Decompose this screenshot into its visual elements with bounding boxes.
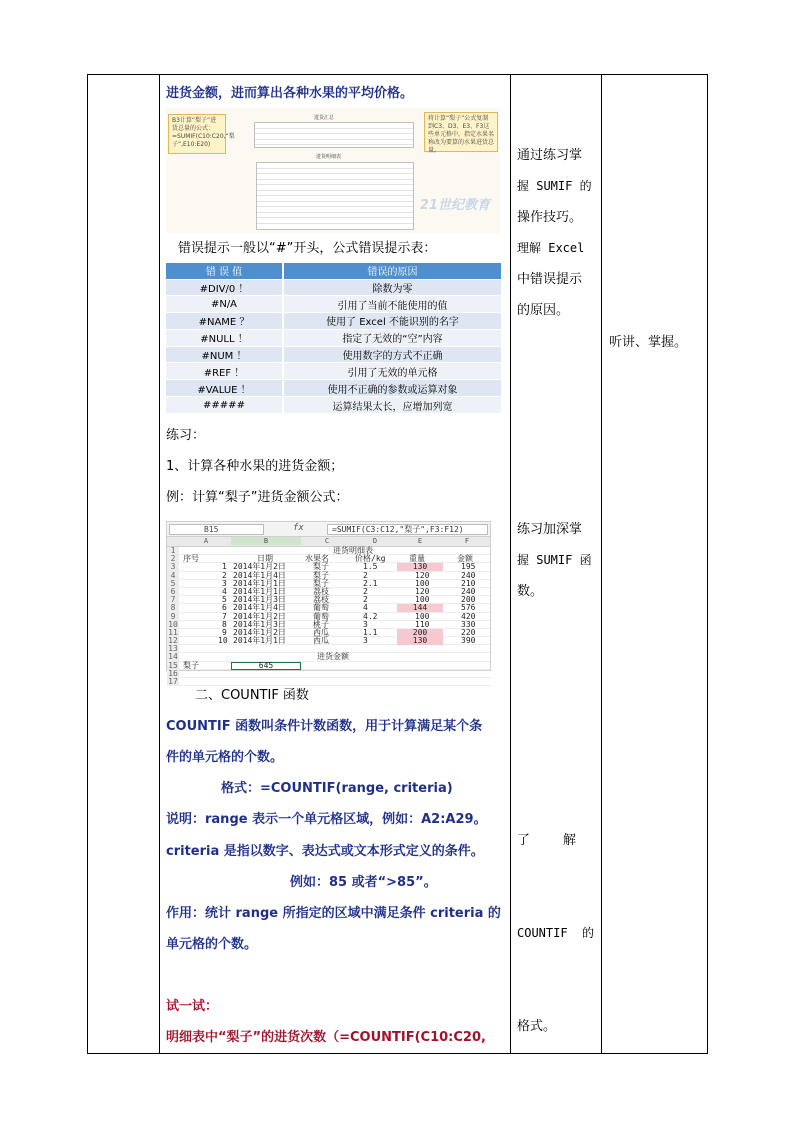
table-row [166,313,501,330]
left-callout: B3计算“梨子”进货总量的公式：=SUMIF(C10:C20,“梨子”,E10:E20) [168,114,226,154]
student-activity: 听讲、掌握。 [609,335,688,350]
cell: 3 [222,578,227,588]
goal-line: 格式。 [517,1019,557,1034]
goal-line: COUNTIF 的 [517,926,595,940]
cell: 2014年1月3日 [233,595,286,605]
format-line: 格式：=COUNTIF(range, criteria) [221,781,453,796]
explanation-line: 说明：range 表示一个单元格区域，例如：A2:A29。 [166,812,487,827]
detail-title: 进货明细表 [316,154,342,160]
name-box: B15 [169,524,264,535]
table-row [166,380,501,397]
error-reason: 引用了无效的单元格 [283,363,501,380]
example-line: 例如：85 或者“>85”。 [290,875,437,890]
cell: 3 [363,619,368,629]
goal-line: 理解 Excel [517,241,585,255]
cell: 210 [461,578,476,588]
column-letter: F [464,537,470,545]
cell: 144 [397,604,443,612]
error-code: #N/A [166,296,283,313]
right-callout: 将计算“梨子”公式复制到C3、D3、E3、F3这些单元格中，指定水果名称改为要算的水果进货总量。 [424,112,498,152]
error-code: #VALUE ！ [166,380,283,397]
table-row: 12 10 2014年1月1日 西瓜 3 130 390 [167,637,490,645]
cell: 200 [397,629,443,637]
goal-line: 握 SUMIF 函 [517,553,592,567]
column-letter: C [324,537,330,545]
column-header: 水果名 [305,554,329,564]
cell: 4.2 [363,611,378,621]
cell: 130 [397,637,443,645]
explanation-line: criteria 是指以数字、表达式或文本形式定义的条件。 [166,844,484,859]
goal-line: 中错误提示 [517,272,583,287]
table-row [166,296,501,313]
column-divider [510,75,511,1053]
watermark-logo: 21世纪教育 [419,198,490,213]
cell: 2014年1月1日 [233,636,286,646]
excel-grid [167,547,490,686]
result-label: 梨子 [183,660,199,670]
cell: 10 [218,636,228,646]
cell: 2014年1月2日 [233,611,286,621]
cell: 390 [461,636,476,646]
error-reason: 引用了当前不能使用的值 [283,296,501,313]
cell: 2.1 [363,578,378,588]
cell: 240 [461,586,476,596]
table-row: 10 8 2014年1月3日 桃子 3 110 330 [167,621,490,629]
cell: 3 [363,636,368,646]
error-table-header: 错误的原因 [283,263,501,279]
practice-label: 练习： [166,428,206,443]
sheet-title: 进货明细表 [333,546,373,555]
cell: 西瓜 [313,627,329,637]
cell: 荔枝 [313,595,329,605]
cell: 1.5 [363,562,378,572]
goal-line: 数。 [517,584,544,599]
column-divider [159,75,160,1053]
table-row [166,346,501,363]
cell: 4 [363,603,368,613]
cell: 100 [415,611,430,621]
cell: 2 [363,586,368,596]
goal-line: 握 SUMIF 的 [517,179,592,193]
cell: 100 [415,595,430,605]
effect-line: 单元格的个数。 [166,937,258,952]
cell: 120 [415,586,430,596]
cell: 330 [461,619,476,629]
error-table-header: 错 误 值 [166,263,283,279]
table-row: 5 3 2014年1月1日 梨子 2.1 100 210 [167,580,490,588]
formula-input: =SUMIF(C3:C12,"梨子",F3:F12) [327,524,488,535]
column-header: 价格/kg [355,554,386,564]
column-letter: E [417,537,423,545]
error-intro: 错误提示一般以“#”开头，公式错误提示表： [178,241,437,256]
cell: 2014年1月2日 [233,627,286,637]
goal-block-1 [517,140,592,326]
table-row: 2 序号 日期 水果名 价格/kg 重量 金额 [167,555,490,563]
cell: 2014年1月2日 [233,562,286,572]
table-row: 14 进货金额 [167,653,490,661]
description-line: COUNTIF 函数叫条件计数函数，用于计算满足某个条 [166,719,483,734]
error-reason: 使用不正确的参数或运算对象 [283,380,501,397]
column-divider [601,75,602,1053]
goal-line: 了 解 [517,833,577,848]
table-row: 8 6 2014年1月4日 葡萄 4 144 576 [167,604,490,612]
summary-title: 进货汇总 [314,115,335,121]
table-row: 9 7 2014年1月2日 葡萄 4.2 100 420 [167,613,490,621]
column-header: 日期 [257,554,273,564]
goal-block-2 [517,514,592,607]
summary-grid [254,122,414,148]
error-code: #NUM ！ [166,346,283,363]
try-line: 明细表中“梨子”的进货次数（=COUNTIF(C10:C20, [166,1030,486,1045]
cell: 桃子 [313,619,329,629]
cell: 420 [461,611,476,621]
goal-line: 练习加深掌 [517,522,583,537]
column-header: 金额 [457,554,473,564]
error-code: #REF ！ [166,363,283,380]
error-reason: 运算结果太长，应增加列宽 [283,397,501,414]
sumif-example-image [166,108,500,233]
table-row: 1 进货明细表 [167,547,490,555]
column-header: 序号 [183,554,199,564]
cell: 梨子 [313,570,329,580]
cell: 1 [222,562,227,572]
column-header: 重量 [409,554,425,564]
error-code: #NULL ！ [166,329,283,346]
cell: 2014年1月1日 [233,586,286,596]
cell: 576 [461,603,476,613]
table-row: 15 梨子 645 [167,662,490,670]
formula-bar [167,522,490,537]
intro-line: 进货金额，进而算出各种水果的平均价格。 [166,86,414,101]
column-letter: A [203,537,209,545]
table-row: 17 [167,678,490,686]
error-code: #DIV/0 ！ [166,279,283,296]
cell: 2014年1月4日 [233,603,286,613]
table-row [166,329,501,346]
cell: 130 [397,563,443,571]
cell: 110 [415,619,430,629]
cell: 7 [222,611,227,621]
cell: 120 [415,570,430,580]
table-row: 7 5 2014年1月3日 荔枝 2 100 200 [167,596,490,604]
goal-line: 的原因。 [517,303,570,318]
practice-example: 例：计算“梨子”进货金额公式： [166,490,349,505]
cell: 100 [415,578,430,588]
cell: 2014年1月4日 [233,570,286,580]
cell: 2014年1月3日 [233,619,286,629]
error-table [166,263,501,413]
error-reason: 指定了无效的“空”内容 [283,329,501,346]
cell: 6 [222,603,227,613]
fx-icon: fx [293,523,304,533]
table-row: 6 4 2014年1月1日 荔枝 2 120 240 [167,588,490,596]
cell: 9 [222,627,227,637]
cell: 2 [363,595,368,605]
column-letter: B [231,537,301,545]
table-row [166,279,501,296]
goal-block-3 [517,763,594,1073]
cell: 220 [461,627,476,637]
error-code: ##### [166,397,283,414]
table-row: 16 [167,670,490,678]
column-letter: D [372,537,378,545]
error-reason: 除数为零 [283,279,501,296]
table-row: 4 2 2014年1月4日 梨子 2 120 240 [167,572,490,580]
table-row: 13 [167,645,490,653]
cell: 梨子 [313,562,329,572]
summary-label: 进货金额 [317,652,349,662]
excel-sumif-screenshot [166,521,491,686]
cell: 5 [222,595,227,605]
cell: 8 [222,619,227,629]
description-line: 件的单元格的个数。 [166,750,284,765]
practice-item-1: 1、计算各种水果的进货金额； [166,459,344,474]
cell: 葡萄 [313,611,329,621]
cell: 2 [222,570,227,580]
try-label: 试一试： [166,999,219,1014]
goal-line: 通过练习掌 [517,148,583,163]
effect-line: 作用：统计 range 所指定的区域中满足条件 criteria 的 [166,906,501,921]
error-reason: 使用数字的方式不正确 [283,346,501,363]
error-reason: 使用了 Excel 不能识别的名字 [283,313,501,330]
goal-line: 操作技巧。 [517,210,583,225]
error-code: #NAME ？ [166,313,283,330]
table-row: 11 9 2014年1月2日 西瓜 1.1 200 220 [167,629,490,637]
cell: 2014年1月1日 [233,578,286,588]
table-row: 3 1 2014年1月2日 梨子 1.5 130 195 [167,563,490,571]
detail-grid [256,162,414,230]
cell: 荔枝 [313,586,329,596]
column-headers [167,537,490,547]
cell: 240 [461,570,476,580]
cell: 200 [461,595,476,605]
cell: 葡萄 [313,603,329,613]
table-row [166,363,501,380]
cell: 梨子 [313,578,329,588]
cell: 1.1 [363,627,378,637]
section-title: 二、COUNTIF 函数 [195,688,309,703]
cell: 2 [363,570,368,580]
table-row [166,397,501,414]
cell: 西瓜 [313,636,329,646]
cell: 195 [461,562,476,572]
result-cell[interactable]: 645 [231,662,301,670]
cell: 4 [222,586,227,596]
